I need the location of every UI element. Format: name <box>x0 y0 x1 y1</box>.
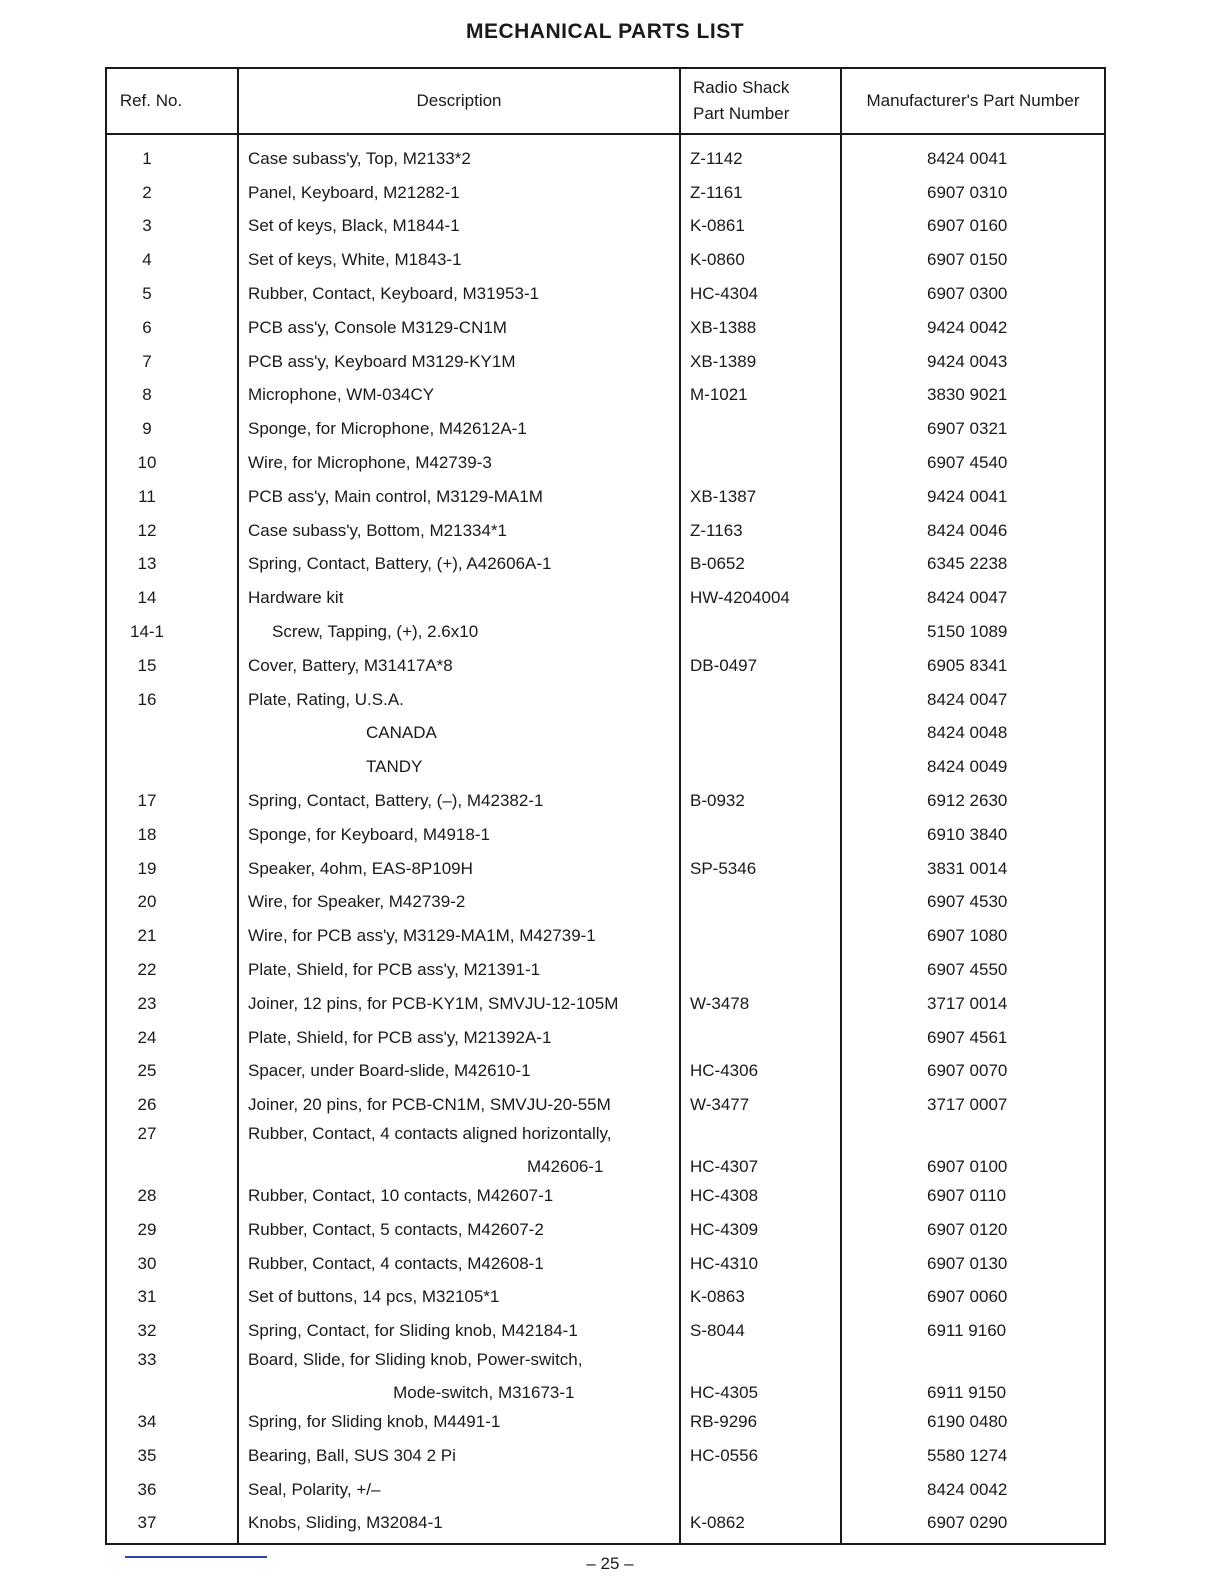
ref-no: 24 <box>137 1027 157 1047</box>
table-row <box>107 210 1104 244</box>
manufacturer-part-number: 6907 0130 <box>927 1253 1008 1273</box>
description <box>248 1405 678 1439</box>
description-text: Rubber, Contact, 5 contacts, M42607-2 <box>248 1219 544 1239</box>
table-row <box>107 1179 1104 1213</box>
ref-no: 35 <box>137 1445 157 1465</box>
description <box>248 649 678 683</box>
description <box>248 886 678 920</box>
table-row <box>107 345 1104 379</box>
manufacturer-part-number: 6907 0290 <box>927 1513 1008 1533</box>
description <box>248 1179 678 1213</box>
manufacturer-part-number: 6910 3840 <box>927 824 1008 844</box>
manufacturer-part-number: 6907 4530 <box>927 892 1008 912</box>
manufacturer-part-number: 6907 0100 <box>927 1157 1008 1177</box>
description <box>248 1506 678 1540</box>
description-text: Rubber, Contact, 4 contacts, M42608-1 <box>248 1253 544 1273</box>
table-row <box>107 717 1104 751</box>
description-text: Set of buttons, 14 pcs, M32105*1 <box>248 1287 500 1307</box>
table-row <box>107 243 1104 277</box>
description <box>248 919 678 953</box>
radio-shack-part-number <box>690 919 840 953</box>
table-row <box>107 1247 1104 1281</box>
description <box>248 514 678 548</box>
radio-shack-part-number <box>690 1473 840 1507</box>
manufacturer-part-number: 6907 0150 <box>927 250 1008 270</box>
radio-shack-part-number: Z-1163 <box>690 520 743 540</box>
manufacturer-part-number: 6907 0120 <box>927 1219 1008 1239</box>
manufacturer-part-number: 3831 0014 <box>927 858 1008 878</box>
description-text: Speaker, 4ohm, EAS-8P109H <box>248 858 473 878</box>
description-text: Set of keys, White, M1843-1 <box>248 250 462 270</box>
table-row <box>107 277 1104 311</box>
description <box>248 953 678 987</box>
ref-no <box>107 750 187 784</box>
table-row <box>107 886 1104 920</box>
table-row <box>107 683 1104 717</box>
ref-no: 29 <box>137 1219 157 1239</box>
description-text: Set of keys, Black, M1844-1 <box>248 216 460 236</box>
description-text: Rubber, Contact, Keyboard, M31953-1 <box>248 284 540 304</box>
description-text: Case subass'y, Top, M2133*2 <box>248 148 471 168</box>
description <box>248 750 678 784</box>
radio-shack-part-number <box>690 818 840 852</box>
manufacturer-part-number: 8424 0042 <box>927 1479 1008 1499</box>
radio-shack-part-number: HC-0556 <box>690 1445 759 1465</box>
ref-no: 36 <box>137 1479 157 1499</box>
radio-shack-part-number: HC-4307 <box>690 1157 759 1177</box>
table-row <box>107 581 1104 615</box>
ref-no: 14-1 <box>129 622 165 642</box>
table-row <box>107 1021 1104 1055</box>
description-text: Wire, for Microphone, M42739-3 <box>248 453 492 473</box>
description <box>248 1314 678 1348</box>
description-text: CANADA <box>366 723 437 743</box>
manufacturer-part-number: 3717 0014 <box>927 993 1008 1013</box>
description <box>248 1021 678 1055</box>
ref-no: 4 <box>142 250 152 270</box>
manufacturer-part-number: 6905 8341 <box>927 655 1008 675</box>
table-row <box>107 1088 1104 1122</box>
description <box>248 987 678 1021</box>
manufacturer-part-number: 8424 0048 <box>927 723 1008 743</box>
description-text: Screw, Tapping, (+), 2.6x10 <box>272 622 479 642</box>
description-text: Joiner, 12 pins, for PCB-KY1M, SMVJU-12-105M <box>248 993 619 1013</box>
manufacturer-part-number: 6911 9150 <box>927 1383 1007 1403</box>
description <box>248 1247 678 1281</box>
ref-no: 6 <box>142 317 152 337</box>
table-row <box>107 615 1104 649</box>
header-manufacturer: Manufacturer's Part Number <box>866 91 1080 110</box>
table-body <box>107 142 1104 1540</box>
description-text: Plate, Rating, U.S.A. <box>248 689 404 709</box>
ref-no: 33 <box>137 1350 157 1370</box>
description <box>248 142 678 176</box>
radio-shack-part-number: XB-1389 <box>690 351 757 371</box>
radio-shack-part-number <box>690 446 840 480</box>
manufacturer-part-number: 8424 0041 <box>927 148 1008 168</box>
radio-shack-part-number: HC-4308 <box>690 1186 759 1205</box>
description <box>248 852 678 886</box>
manufacturer-part-number: 5150 1089 <box>927 622 1008 642</box>
description-line2: Mode-switch, M31673-1 <box>393 1383 575 1403</box>
description <box>248 1439 678 1473</box>
manufacturer-part-number: 6190 0480 <box>927 1411 1008 1431</box>
footer-rule <box>125 1556 267 1558</box>
ref-no: 25 <box>137 1061 157 1081</box>
page-number: – 25 – <box>586 1554 634 1573</box>
manufacturer-part-number: 8424 0046 <box>927 520 1008 540</box>
manufacturer-part-number: 6907 1080 <box>927 926 1008 946</box>
manufacturer-part-number: 9424 0043 <box>927 351 1008 371</box>
ref-no: 32 <box>137 1321 157 1341</box>
ref-no: 9 <box>142 419 152 439</box>
table-row <box>107 1213 1104 1247</box>
manufacturer-part-number: 8424 0047 <box>927 588 1008 608</box>
manufacturer-part-number: 8424 0047 <box>927 689 1008 709</box>
description <box>248 581 678 615</box>
ref-no: 10 <box>137 453 157 473</box>
radio-shack-part-number: K-0862 <box>690 1513 745 1533</box>
table-row <box>107 784 1104 818</box>
ref-no: 34 <box>137 1411 157 1431</box>
description-text: Microphone, WM-034CY <box>248 385 435 405</box>
ref-no: 17 <box>137 791 157 811</box>
table-row <box>107 1473 1104 1507</box>
page-title: MECHANICAL PARTS LIST <box>465 20 745 43</box>
radio-shack-part-number: K-0861 <box>690 216 745 236</box>
ref-no: 26 <box>137 1095 157 1115</box>
description-line1: Board, Slide, for Sliding knob, Power-switch, <box>248 1350 583 1370</box>
description <box>248 210 678 244</box>
ref-no: 30 <box>137 1253 157 1273</box>
description <box>248 176 678 210</box>
radio-shack-part-number: Z-1142 <box>690 148 743 168</box>
manufacturer-part-number: 6911 9160 <box>927 1321 1007 1341</box>
description <box>248 277 678 311</box>
radio-shack-part-number: M-1021 <box>690 385 748 405</box>
manufacturer-part-number: 6345 2238 <box>927 554 1008 574</box>
radio-shack-part-number: SP-5346 <box>690 858 757 878</box>
manufacturer-part-number: 6907 0300 <box>927 284 1008 304</box>
description-text: Spring, for Sliding knob, M4491-1 <box>248 1411 501 1431</box>
header-radio-shack-line2: Part Number <box>693 104 790 123</box>
description-text: Knobs, Sliding, M32084-1 <box>248 1513 443 1533</box>
ref-no: 2 <box>142 182 152 202</box>
parts-table <box>105 67 1106 1545</box>
table-row <box>107 1405 1104 1439</box>
description-text: Plate, Shield, for PCB ass'y, M21392A-1 <box>248 1027 552 1047</box>
description <box>248 412 678 446</box>
description <box>248 1348 678 1405</box>
ref-no: 8 <box>142 385 152 405</box>
ref-no: 31 <box>137 1287 157 1307</box>
radio-shack-part-number: K-0860 <box>690 250 745 270</box>
table-row <box>107 514 1104 548</box>
description <box>248 818 678 852</box>
radio-shack-part-number <box>690 615 840 649</box>
description-text: Case subass'y, Bottom, M21334*1 <box>248 520 508 540</box>
ref-no: 23 <box>137 993 157 1013</box>
ref-no: 11 <box>138 486 156 506</box>
radio-shack-part-number: S-8044 <box>690 1321 745 1341</box>
radio-shack-part-number: K-0863 <box>690 1287 745 1307</box>
header-description: Description <box>416 91 502 110</box>
header-ref: Ref. No. <box>119 91 183 110</box>
manufacturer-part-number: 5580 1274 <box>927 1445 1008 1465</box>
description <box>248 784 678 818</box>
ref-no: 12 <box>137 520 157 540</box>
radio-shack-part-number: B-0932 <box>690 791 745 811</box>
description-text: Cover, Battery, M31417A*8 <box>248 655 453 675</box>
table-row <box>107 311 1104 345</box>
radio-shack-part-number: DB-0497 <box>690 655 758 675</box>
table-row <box>107 176 1104 210</box>
ref-no <box>107 717 187 751</box>
table-row <box>107 1281 1104 1315</box>
table-row <box>107 412 1104 446</box>
description-text: Joiner, 20 pins, for PCB-CN1M, SMVJU-20-55M <box>248 1095 611 1115</box>
table-row <box>107 1055 1104 1089</box>
radio-shack-part-number: HC-4306 <box>690 1061 759 1081</box>
manufacturer-part-number: 9424 0041 <box>927 486 1008 506</box>
manufacturer-part-number: 6907 4540 <box>927 453 1008 473</box>
radio-shack-part-number <box>690 886 840 920</box>
ref-no: 15 <box>137 655 157 675</box>
table-row <box>107 1506 1104 1540</box>
description <box>248 1055 678 1089</box>
ref-no: 1 <box>142 148 152 168</box>
description <box>248 1473 678 1507</box>
description <box>248 717 678 751</box>
description <box>248 243 678 277</box>
manufacturer-part-number: 6907 4550 <box>927 960 1008 980</box>
description-text: Wire, for PCB ass'y, M3129-MA1M, M42739-1 <box>248 926 596 946</box>
description-text: Panel, Keyboard, M21282-1 <box>248 182 460 202</box>
description-text: Seal, Polarity, +/– <box>248 1479 381 1499</box>
table-row <box>107 919 1104 953</box>
description-text: TANDY <box>366 757 423 777</box>
table-row <box>107 480 1104 514</box>
radio-shack-part-number <box>690 953 840 987</box>
table-row <box>107 1439 1104 1473</box>
description-line1: Rubber, Contact, 4 contacts aligned horizontally, <box>248 1124 612 1144</box>
manufacturer-part-number: 6907 0110 <box>927 1186 1007 1205</box>
ref-no: 19 <box>137 858 157 878</box>
description <box>248 615 678 649</box>
table-row <box>107 548 1104 582</box>
table-row <box>107 852 1104 886</box>
description-text: Spacer, under Board-slide, M42610-1 <box>248 1061 531 1081</box>
radio-shack-part-number: HC-4304 <box>690 284 759 304</box>
description <box>248 480 678 514</box>
table-row <box>107 987 1104 1021</box>
ref-no: 3 <box>142 216 152 236</box>
radio-shack-part-number: B-0652 <box>690 554 745 574</box>
radio-shack-part-number <box>690 750 840 784</box>
header-divider <box>107 133 1104 135</box>
header-radio-shack <box>693 69 838 133</box>
table-row <box>107 750 1104 784</box>
ref-no: 21 <box>137 926 157 946</box>
radio-shack-part-number <box>690 717 840 751</box>
radio-shack-part-number: HC-4309 <box>690 1219 759 1239</box>
description <box>248 1281 678 1315</box>
description-line2: M42606-1 <box>526 1157 604 1177</box>
manufacturer-part-number: 6907 0160 <box>927 216 1008 236</box>
radio-shack-part-number: W-3477 <box>690 1095 750 1115</box>
description <box>248 311 678 345</box>
table-row <box>107 1348 1104 1405</box>
ref-no: 37 <box>137 1513 157 1533</box>
manufacturer-part-number: 6907 0321 <box>927 419 1008 439</box>
description-text: Sponge, for Keyboard, M4918-1 <box>248 824 490 844</box>
manufacturer-part-number: 6907 0070 <box>927 1061 1008 1081</box>
description <box>248 345 678 379</box>
manufacturer-part-number: 3717 0007 <box>927 1095 1008 1115</box>
description-text: PCB ass'y, Main control, M3129-MA1M <box>248 486 543 506</box>
table-row <box>107 142 1104 176</box>
table-row <box>107 446 1104 480</box>
description-text: Plate, Shield, for PCB ass'y, M21391-1 <box>248 960 541 980</box>
description-text: Bearing, Ball, SUS 304 2 Pi <box>248 1445 456 1465</box>
radio-shack-part-number <box>690 412 840 446</box>
radio-shack-part-number: XB-1387 <box>690 486 757 506</box>
manufacturer-part-number: 6912 2630 <box>927 791 1008 811</box>
description <box>248 683 678 717</box>
description <box>248 1122 678 1179</box>
radio-shack-part-number: RB-9296 <box>690 1411 758 1431</box>
description <box>248 1088 678 1122</box>
description <box>248 446 678 480</box>
radio-shack-part-number: Z-1161 <box>690 182 743 202</box>
radio-shack-part-number: XB-1388 <box>690 317 757 337</box>
description-text: PCB ass'y, Console M3129-CN1M <box>248 317 507 337</box>
description <box>248 379 678 413</box>
radio-shack-part-number: HW-4204004 <box>690 588 790 608</box>
radio-shack-part-number: W-3478 <box>690 993 750 1013</box>
header-radio-shack-line1: Radio Shack <box>693 78 790 97</box>
radio-shack-part-number: HC-4310 <box>690 1253 759 1273</box>
description-text: PCB ass'y, Keyboard M3129-KY1M <box>248 351 516 371</box>
manufacturer-part-number: 6907 0060 <box>927 1287 1008 1307</box>
ref-no: 16 <box>137 689 157 709</box>
ref-no: 5 <box>142 284 152 304</box>
manufacturer-part-number: 6907 4561 <box>927 1027 1008 1047</box>
description-text: Spring, Contact, Battery, (+), A42606A-1 <box>248 554 552 574</box>
table-row <box>107 1122 1104 1179</box>
manufacturer-part-number: 6907 0310 <box>927 182 1008 202</box>
manufacturer-part-number: 9424 0042 <box>927 317 1008 337</box>
radio-shack-part-number <box>690 683 840 717</box>
ref-no: 18 <box>137 824 157 844</box>
ref-no: 27 <box>137 1124 157 1144</box>
manufacturer-part-number: 8424 0049 <box>927 757 1008 777</box>
table-row <box>107 649 1104 683</box>
radio-shack-part-number <box>690 1021 840 1055</box>
ref-no: 28 <box>137 1186 157 1205</box>
description-text: Spring, Contact, for Sliding knob, M42184-1 <box>248 1321 578 1341</box>
table-row <box>107 818 1104 852</box>
table-row <box>107 379 1104 413</box>
description <box>248 1213 678 1247</box>
description-text: Spring, Contact, Battery, (–), M42382-1 <box>248 791 544 811</box>
description-text: Hardware kit <box>248 588 344 608</box>
table-row <box>107 1314 1104 1348</box>
description <box>248 548 678 582</box>
table-row <box>107 953 1104 987</box>
ref-no: 13 <box>137 554 157 574</box>
ref-no: 14 <box>137 588 157 608</box>
ref-no: 7 <box>142 351 152 371</box>
description-text: Sponge, for Microphone, M42612A-1 <box>248 419 527 439</box>
ref-no: 20 <box>137 892 157 912</box>
manufacturer-part-number: 3830 9021 <box>927 385 1008 405</box>
description-text: Wire, for Speaker, M42739-2 <box>248 892 466 912</box>
ref-no: 22 <box>137 960 157 980</box>
description-text: Rubber, Contact, 10 contacts, M42607-1 <box>248 1186 554 1205</box>
radio-shack-part-number: HC-4305 <box>690 1383 759 1403</box>
